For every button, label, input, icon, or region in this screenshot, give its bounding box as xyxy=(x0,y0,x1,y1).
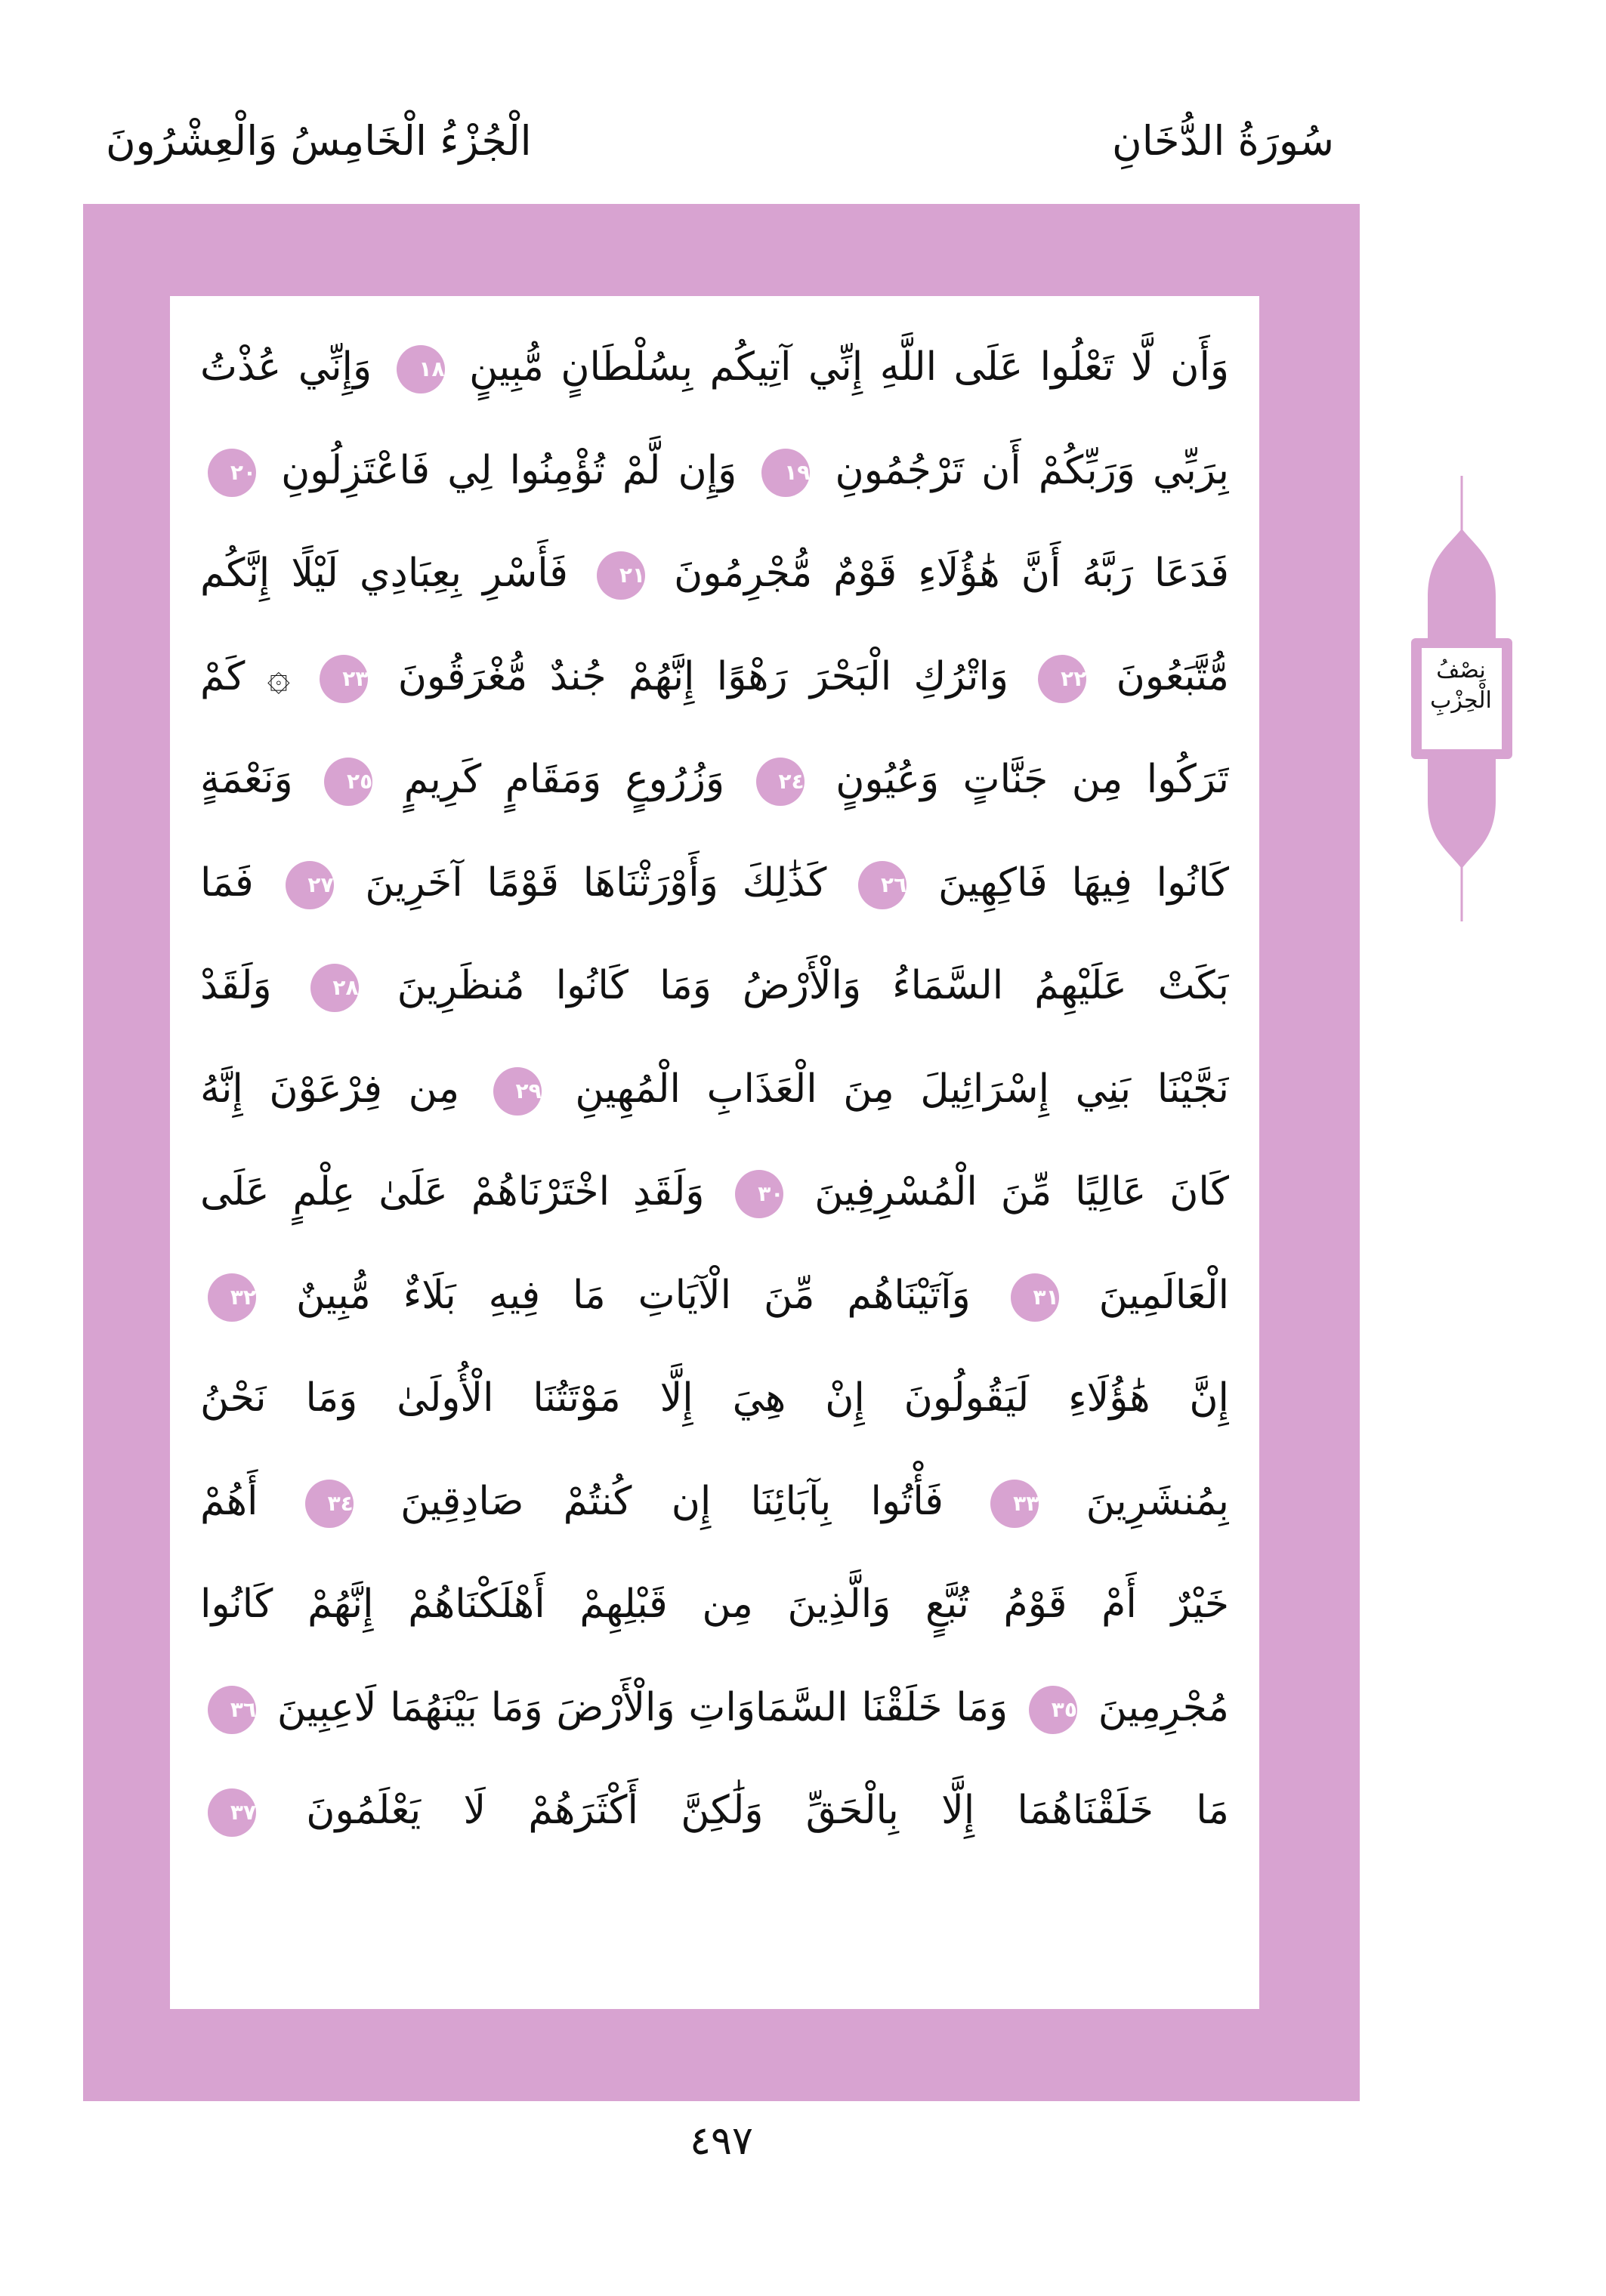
verse-text: وَزُرُوعٍ وَمَقَامٍ كَرِيمٍ xyxy=(403,757,725,802)
text-line xyxy=(200,934,1229,1038)
verse-text: وَإِن لَّمْ تُؤْمِنُوا لِي فَاعْتَزِلُونِ xyxy=(281,447,737,493)
verse-text: مُجْرِمِينَ xyxy=(1098,1684,1229,1730)
verse-text: بِمُنشَرِينَ xyxy=(1086,1478,1229,1524)
verse-text: مِن فِرْعَوْنَ إِنَّهُ xyxy=(200,1066,460,1112)
verse-text: ۞ كَمْ xyxy=(200,653,291,699)
verse-number-marker: ٢٢ xyxy=(1038,655,1086,703)
verse-number-marker: ٢١ xyxy=(597,551,645,600)
verse-number-marker: ٣٣ xyxy=(990,1480,1039,1528)
verse-text: إِنَّ هَٰؤُلَاءِ لَيَقُولُونَ إِنْ هِيَ إِلَّا مَوْتَتُنَا الْأُولَىٰ وَمَا نَحْنُ xyxy=(200,1375,1229,1421)
verse-number-marker: ٣١ xyxy=(1011,1273,1059,1322)
verse-text: فَأَسْرِ بِعِبَادِي لَيْلًا إِنَّكُم xyxy=(200,551,568,596)
text-line xyxy=(200,1656,1229,1760)
verse-text: وَلَقَدْ xyxy=(200,963,272,1008)
verse-number-marker: ٣٥ xyxy=(1029,1686,1077,1734)
verse-text: كَانُوا فِيهَا فَاكِهِينَ xyxy=(937,859,1229,906)
verse-number-marker: ٣٤ xyxy=(305,1480,354,1528)
verse-text: كَانَ عَالِيًا مِّنَ الْمُسْرِفِينَ xyxy=(814,1169,1229,1214)
verse-number-marker: ٢٣ xyxy=(320,655,368,703)
verse-text: نَجَّيْنَا بَنِي إِسْرَائِيلَ مِنَ الْعَذَابِ الْمُهِينِ xyxy=(575,1066,1229,1112)
verse-text: الْعَالَمِينَ xyxy=(1098,1272,1229,1318)
hizb-label-line2: الْحِزْبِ xyxy=(1430,687,1492,714)
text-line xyxy=(200,1244,1229,1347)
quran-text xyxy=(200,316,1229,1862)
verse-text: أَهُمْ xyxy=(200,1478,258,1524)
text-line xyxy=(200,1347,1229,1450)
text-line xyxy=(200,1553,1229,1656)
hizb-label xyxy=(1404,656,1518,716)
verse-number-marker: ٢٧ xyxy=(286,861,334,909)
hizb-label-line1: نِصْفُ xyxy=(1436,657,1486,684)
verse-number-marker: ٢٤ xyxy=(756,758,805,806)
verse-text: وَنَعْمَةٍ xyxy=(200,757,293,802)
verse-text: فَمَا xyxy=(200,859,254,906)
verse-number-marker: ٢٥ xyxy=(324,758,372,806)
text-line xyxy=(200,1450,1229,1554)
verse-text: وَآتَيْنَاهُم مِّنَ الْآيَاتِ مَا فِيهِ بَلَاءٌ مُّبِينٌ xyxy=(295,1272,971,1318)
text-line xyxy=(200,1759,1229,1862)
verse-text: خَيْرٌ أَمْ قَوْمُ تُبَّعٍ وَالَّذِينَ مِن قَبْلِهِمْ أَهْلَكْنَاهُمْ إِنَّهُمْ كَانُوا xyxy=(200,1582,1229,1627)
verse-number-marker: ٣٢ xyxy=(208,1273,256,1322)
verse-number-marker: ٢٠ xyxy=(208,449,256,497)
text-line xyxy=(200,522,1229,625)
verse-text: وَإِنِّي عُذْتُ xyxy=(200,344,372,390)
juz-name: الْجُزْءُ الْخَامِسُ وَالْعِشْرُونَ xyxy=(106,117,532,165)
verse-number-marker: ٣٠ xyxy=(735,1170,783,1218)
verse-text: وَلَقَدِ اخْتَرْنَاهُمْ عَلَىٰ عِلْمٍ عَلَى xyxy=(200,1169,705,1214)
page-number: ٤٩٧ xyxy=(690,2119,753,2164)
text-line xyxy=(200,625,1229,729)
verse-number-marker: ٢٨ xyxy=(310,964,359,1012)
verse-text: وَاتْرُكِ الْبَحْرَ رَهْوًا إِنَّهُمْ جُندٌ مُّغْرَقُونَ xyxy=(397,653,1009,699)
verse-number-marker: ١٨ xyxy=(397,345,445,393)
verse-text: تَرَكُوا مِن جَنَّاتٍ وَعُيُونٍ xyxy=(835,757,1229,802)
verse-number-marker: ٣٧ xyxy=(208,1788,256,1837)
text-line xyxy=(200,1038,1229,1141)
verse-text: بَكَتْ عَلَيْهِمُ السَّمَاءُ وَالْأَرْضُ وَمَا كَانُوا مُنظَرِينَ xyxy=(397,963,1229,1008)
verse-text: بِرَبِّي وَرَبِّكُمْ أَن تَرْجُمُونِ xyxy=(835,447,1229,493)
verse-text: مَا خَلَقْنَاهُمَا إِلَّا بِالْحَقِّ وَلَٰكِنَّ أَكْثَرَهُمْ لَا يَعْلَمُونَ xyxy=(306,1788,1229,1833)
verse-text: مُّتَّبَعُونَ xyxy=(1116,653,1229,699)
verse-number-marker: ٢٦ xyxy=(858,861,906,909)
text-line xyxy=(200,728,1229,832)
text-line xyxy=(200,832,1229,935)
verse-text: فَدَعَا رَبَّهُ أَنَّ هَٰؤُلَاءِ قَوْمٌ مُّجْرِمُونَ xyxy=(674,551,1229,596)
verse-text: وَأَن لَّا تَعْلُوا عَلَى اللَّهِ إِنِّي آتِيكُم بِسُلْطَانٍ مُّبِينٍ xyxy=(469,344,1229,390)
verse-text: وَمَا خَلَقْنَا السَّمَاوَاتِ وَالْأَرْضَ وَمَا بَيْنَهُمَا لَاعِبِينَ xyxy=(276,1684,1008,1730)
verse-text: فَأْتُوا بِآبَائِنَا إِن كُنتُمْ صَادِقِينَ xyxy=(400,1478,944,1524)
text-line xyxy=(200,1140,1229,1244)
verse-number-marker: ١٩ xyxy=(761,449,810,497)
verse-number-marker: ٣٦ xyxy=(208,1686,256,1734)
verse-text: كَذَٰلِكَ وَأَوْرَثْنَاهَا قَوْمًا آخَرِينَ xyxy=(365,859,827,906)
text-line xyxy=(200,316,1229,419)
text-line xyxy=(200,419,1229,523)
surah-name: سُورَةُ الدُّخَانِ xyxy=(1112,117,1334,165)
verse-number-marker: ٢٩ xyxy=(493,1067,542,1116)
